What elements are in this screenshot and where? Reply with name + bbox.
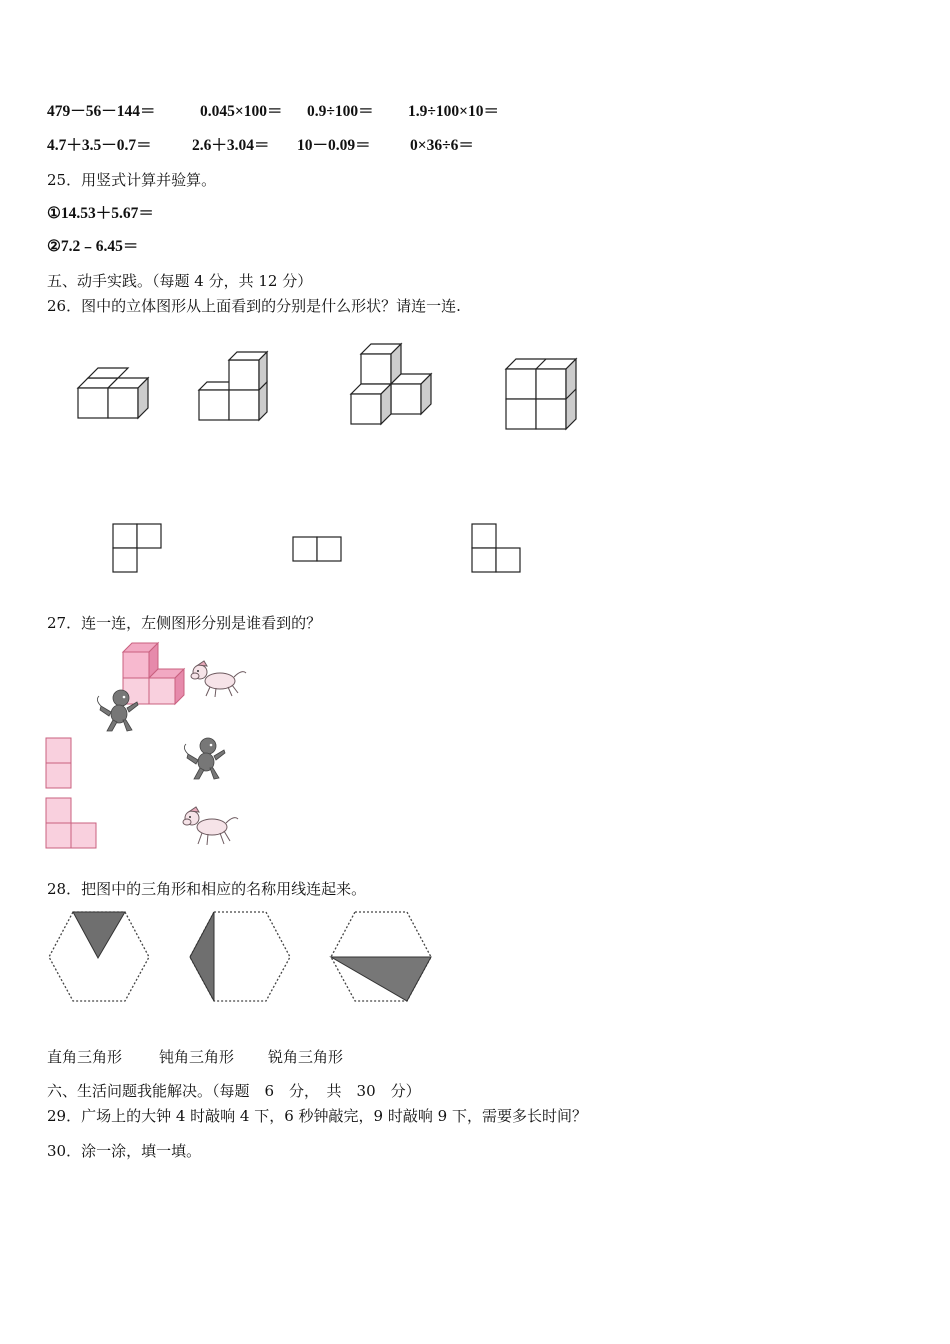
top-view-2 xyxy=(292,536,344,564)
solid-figure-3 xyxy=(345,340,440,430)
monkey-option-icon xyxy=(180,734,228,782)
dog-icon xyxy=(188,657,248,699)
dog-option-icon xyxy=(180,803,242,849)
solid-figure-1 xyxy=(70,360,160,425)
q30-title: 30．涂一涂，填一填。 xyxy=(47,1142,202,1160)
solid-figure-4 xyxy=(500,352,585,437)
q28-title: 28．把图中的三角形和相应的名称用线连起来。 xyxy=(47,880,367,898)
view-shape-2 xyxy=(45,797,101,851)
section6-heading: 六、生活问题我能解决。（每题 6 分， 共 30 分） xyxy=(47,1082,421,1100)
hexagon-3 xyxy=(328,910,434,1004)
q28-label-acute: 锐角三角形 xyxy=(268,1048,344,1066)
solid-figure-2 xyxy=(192,345,277,425)
view-shape-1 xyxy=(45,737,75,791)
calc-1-4: 1.9÷100×10＝ xyxy=(408,103,499,120)
q27-title: 27．连一连，左侧图形分别是谁看到的？ xyxy=(47,614,322,632)
top-view-1 xyxy=(112,523,164,575)
q29-title: 29．广场上的大钟 4 时敲响 4 下，6 秒钟敲完，9 时敲响 9 下，需要多长时间？ xyxy=(47,1107,587,1125)
q25-item1: ①14.53＋5.67＝ xyxy=(47,205,154,222)
section5-heading: 五、动手实践。（每题 4 分，共 12 分） xyxy=(47,272,313,290)
monkey-icon xyxy=(93,686,141,734)
q26-title: 26．图中的立体图形从上面看到的分别是什么形状？请连一连. xyxy=(47,297,461,315)
q28-label-right: 直角三角形 xyxy=(47,1048,123,1066)
calc-2-2: 2.6＋3.04＝ xyxy=(192,137,270,154)
q28-label-obtuse: 钝角三角形 xyxy=(159,1048,235,1066)
calc-2-1: 4.7＋3.5－0.7＝ xyxy=(47,137,152,154)
hexagon-2 xyxy=(187,910,293,1004)
calc-2-3: 10－0.09＝ xyxy=(297,137,371,154)
top-view-3 xyxy=(471,523,523,575)
calc-2-4: 0×36÷6＝ xyxy=(410,137,474,154)
calc-1-3: 0.9÷100＝ xyxy=(307,103,374,120)
calc-1-1: 479－56－144＝ xyxy=(47,103,156,120)
calc-1-2: 0.045×100＝ xyxy=(200,103,283,120)
hexagon-1 xyxy=(46,910,152,1004)
q25-item2: ②7.2﹣6.45＝ xyxy=(47,238,139,255)
q25-title: 25．用竖式计算并验算。 xyxy=(47,171,217,189)
